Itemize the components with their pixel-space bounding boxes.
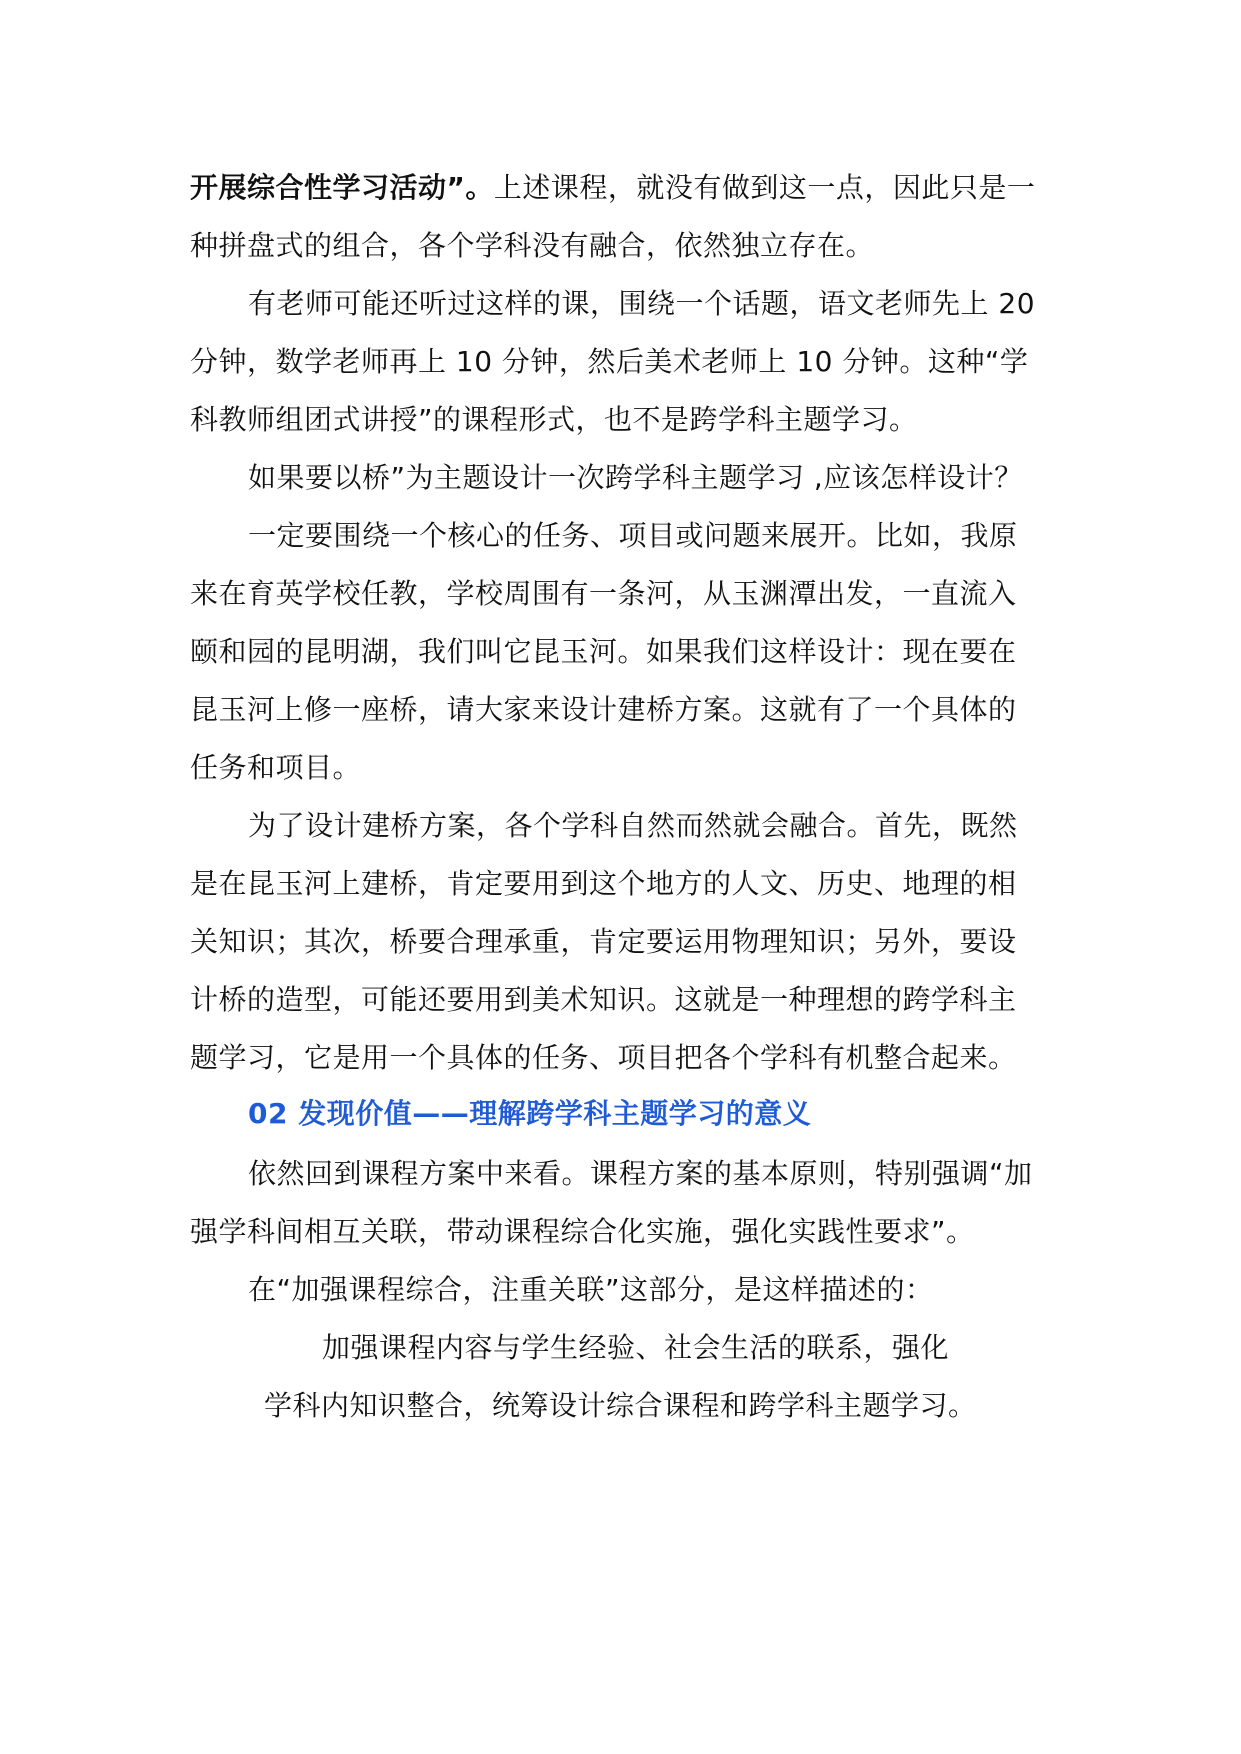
paragraph-line: 颐和园的昆明湖，我们叫它昆玉河。如果我们这样设计：现在要在: [190, 635, 1017, 668]
paragraph-line: 是在昆玉河上建桥，肯定要用到这个地方的人文、历史、地理的相: [190, 867, 1017, 900]
line-text: 上述课程，就没有做到这一点，因此只是一: [493, 171, 1036, 204]
paragraph-line: 关知识；其次，桥要合理承重，肯定要运用物理知识；另外，要设: [190, 925, 1017, 958]
paragraph-line: 在“加强课程综合，注重关联”这部分，是这样描述的：: [248, 1273, 934, 1306]
paragraph-line: 依然回到课程方案中来看。课程方案的基本原则，特别强调“加: [248, 1157, 1033, 1190]
paragraph-line: 如果要以桥”为主题设计一次跨学科主题学习 ,应该怎样设计？: [248, 461, 1023, 494]
paragraph-line: 分钟，数学老师再上 10 分钟，然后美术老师上 10 分钟。这种“学: [190, 345, 1029, 378]
paragraph-line: 昆玉河上修一座桥，请大家来设计建桥方案。这就有了一个具体的: [190, 693, 1017, 726]
paragraph-line: 来在育英学校任教，学校周围有一条河，从玉渊潭出发，一直流入: [190, 577, 1017, 610]
paragraph-line: 种拼盘式的组合，各个学科没有融合，依然独立存在。: [190, 229, 875, 262]
paragraph-line: 计桥的造型，可能还要用到美术知识。这就是一种理想的跨学科主: [190, 983, 1017, 1016]
block-quote-line: 加强课程内容与学生经验、社会生活的联系，强化: [322, 1331, 950, 1364]
paragraph-line: 为了设计建桥方案，各个学科自然而然就会融合。首先，既然: [248, 809, 1018, 842]
paragraph-line: 强学科间相互关联，带动课程综合化实施，强化实践性要求”。: [190, 1215, 975, 1248]
paragraph-line: 有老师可能还听过这样的课，围绕一个话题，语文老师先上 20: [248, 287, 1036, 320]
bold-emphasis: 开展综合性学习活动”。: [190, 171, 494, 204]
paragraph-line: 一定要围绕一个核心的任务、项目或问题来展开。比如，我原: [248, 519, 1018, 552]
paragraph-line: 任务和项目。: [190, 751, 362, 784]
paragraph-line: 题学习，它是用一个具体的任务、项目把各个学科有机整合起来。: [190, 1041, 1017, 1074]
paragraph-line: [190, 164, 1035, 212]
section-heading: 02 发现价值——理解跨学科主题学习的意义: [248, 1097, 812, 1130]
block-quote-line: 学科内知识整合，统筹设计综合课程和跨学科主题学习。: [264, 1389, 977, 1422]
paragraph-line: 科教师组团式讲授”的课程形式，也不是跨学科主题学习。: [190, 403, 918, 436]
